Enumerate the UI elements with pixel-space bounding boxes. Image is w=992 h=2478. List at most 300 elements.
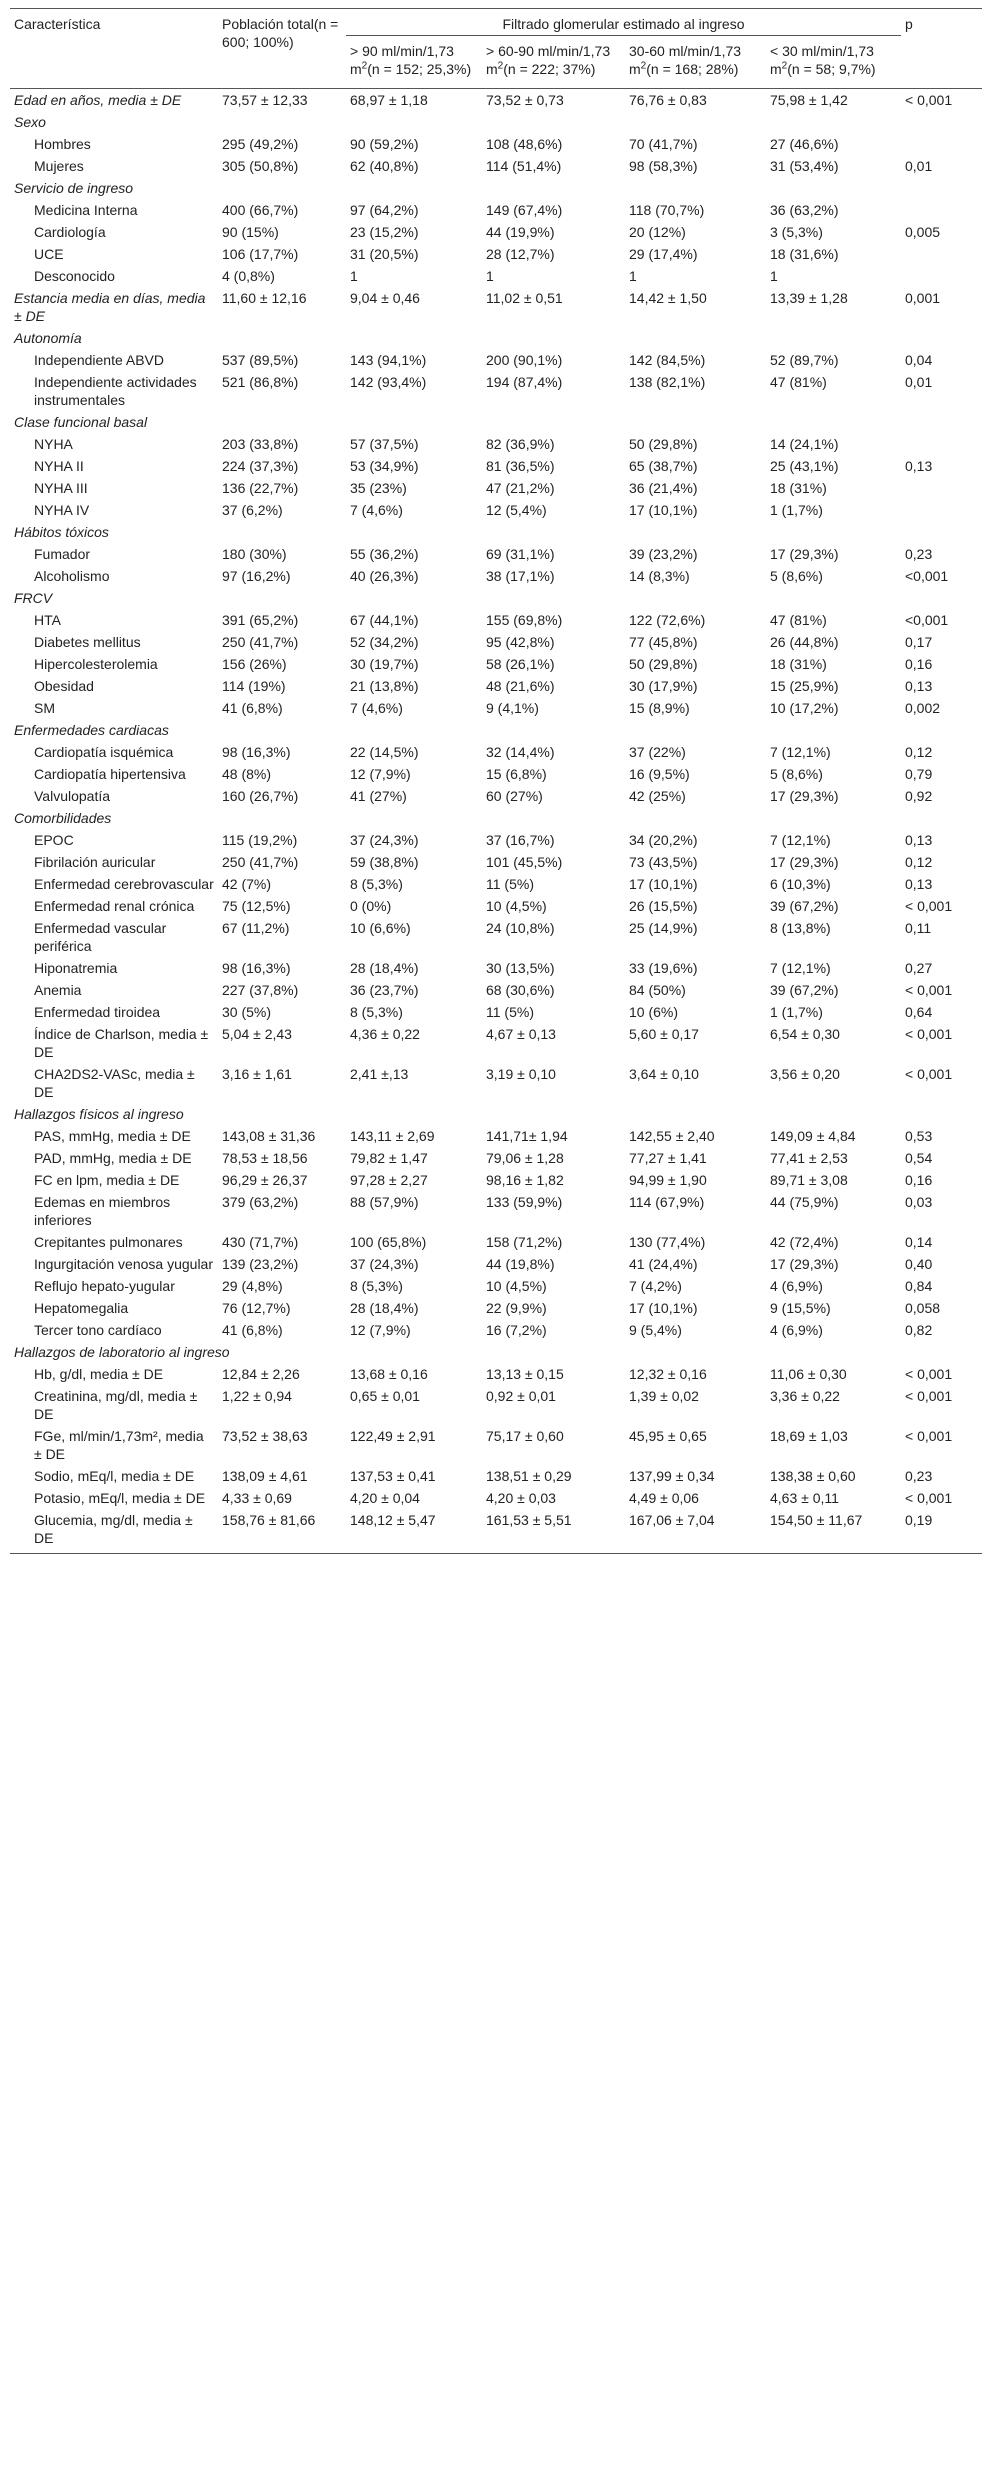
group2-cell: 141,71± 1,94 — [486, 1128, 568, 1144]
group2-cell: 44 (19,8%) — [486, 1256, 555, 1272]
population-cell: 96,29 ± 26,37 — [222, 1172, 308, 1188]
row-label: CHA2DS2-VASc, media ± DE — [34, 1066, 195, 1100]
group1-cell: 59 (38,8%) — [350, 854, 419, 870]
group1-cell: 53 (34,9%) — [350, 458, 419, 474]
group2-cell: 200 (90,1%) — [486, 352, 563, 368]
table-row — [10, 133, 982, 155]
p-value-cell: 0,16 — [905, 1172, 933, 1188]
p-value-cell: 0,40 — [905, 1256, 933, 1272]
group2-cell: 79,06 ± 1,28 — [486, 1150, 564, 1166]
group2-cell: 30 (13,5%) — [486, 960, 555, 976]
p-value-cell: < 0,001 — [905, 1066, 953, 1082]
group1-cell: 2,41 ±,13 — [350, 1066, 409, 1082]
p-value-cell: 0,79 — [905, 766, 933, 782]
group2-cell: 37 (16,7%) — [486, 832, 555, 848]
population-cell: 138,09 ± 4,61 — [222, 1468, 308, 1484]
section-label: FRCV — [14, 590, 53, 606]
population-cell: 391 (65,2%) — [222, 612, 299, 628]
p-value-cell: < 0,001 — [905, 1026, 953, 1042]
p-value-cell: < 0,001 — [905, 898, 953, 914]
group4-cell: 89,71 ± 3,08 — [770, 1172, 848, 1188]
row-label: Edad en años, media ± DE — [14, 92, 182, 108]
row-label: Mujeres — [34, 158, 84, 174]
row-label: NYHA IV — [34, 502, 90, 518]
population-cell: 42 (7%) — [222, 876, 272, 892]
p-value-cell — [901, 477, 982, 499]
group2-cell: 155 (69,8%) — [486, 612, 563, 628]
row-label: Medicina Interna — [34, 202, 138, 218]
table-row — [10, 741, 982, 763]
group3-cell: 122 (72,6%) — [629, 612, 706, 628]
group3-cell: 16 (9,5%) — [629, 766, 690, 782]
group2-cell: 158 (71,2%) — [486, 1234, 563, 1250]
row-label: Hb, g/dl, media ± DE — [34, 1366, 164, 1382]
group2-cell: 82 (36,9%) — [486, 436, 555, 452]
p-value-cell — [901, 199, 982, 221]
section-label: Hábitos tóxicos — [14, 524, 109, 540]
group1-cell: 23 (15,2%) — [350, 224, 419, 240]
population-cell: 4 (0,8%) — [222, 268, 275, 284]
group3-cell: 14 (8,3%) — [629, 568, 690, 584]
header-group-2-n: (n = 222; 37%) — [503, 61, 596, 77]
group1-cell: 100 (65,8%) — [350, 1234, 427, 1250]
population-cell: 430 (71,7%) — [222, 1234, 299, 1250]
group1-cell: 62 (40,8%) — [350, 158, 419, 174]
group1-cell: 28 (18,4%) — [350, 960, 419, 976]
p-value-cell — [901, 499, 982, 521]
group2-cell: 194 (87,4%) — [486, 374, 563, 390]
group2-cell: 4,67 ± 0,13 — [486, 1026, 556, 1042]
group3-cell: 77,27 ± 1,41 — [629, 1150, 707, 1166]
row-label: PAD, mmHg, media ± DE — [34, 1150, 192, 1166]
group1-cell: 4,36 ± 0,22 — [350, 1026, 420, 1042]
header-group-4 — [766, 36, 901, 89]
p-value-cell: 0,17 — [905, 634, 933, 650]
group4-cell: 5 (8,6%) — [770, 766, 823, 782]
p-value-cell: < 0,001 — [905, 1490, 953, 1506]
group3-cell: 36 (21,4%) — [629, 480, 698, 496]
table-row — [10, 199, 982, 221]
group1-cell: 21 (13,8%) — [350, 678, 419, 694]
population-cell: 136 (22,7%) — [222, 480, 299, 496]
group1-cell: 97,28 ± 2,27 — [350, 1172, 428, 1188]
group3-cell: 73 (43,5%) — [629, 854, 698, 870]
section-row — [10, 177, 982, 199]
p-value-cell: 0,12 — [905, 744, 933, 760]
table-row — [10, 957, 982, 979]
p-value-cell: 0,23 — [905, 546, 933, 562]
group4-cell: 7 (12,1%) — [770, 960, 831, 976]
population-cell: 90 (15%) — [222, 224, 279, 240]
p-value-cell — [901, 433, 982, 455]
group4-cell: 18 (31,6%) — [770, 246, 839, 262]
p-value-cell: < 0,001 — [905, 1428, 953, 1444]
group1-cell: 13,68 ± 0,16 — [350, 1366, 428, 1382]
p-value-cell — [901, 133, 982, 155]
table-row — [10, 565, 982, 587]
group2-cell: 75,17 ± 0,60 — [486, 1428, 564, 1444]
group3-cell: 12,32 ± 0,16 — [629, 1366, 707, 1382]
group1-cell: 88 (57,9%) — [350, 1194, 419, 1210]
group3-cell: 137,99 ± 0,34 — [629, 1468, 715, 1484]
group2-cell: 11 (5%) — [486, 1004, 534, 1020]
group4-cell: 18,69 ± 1,03 — [770, 1428, 848, 1444]
table-header — [10, 9, 982, 89]
population-cell: 106 (17,7%) — [222, 246, 299, 262]
table-row — [10, 895, 982, 917]
group1-cell: 137,53 ± 0,41 — [350, 1468, 436, 1484]
group3-cell: 37 (22%) — [629, 744, 686, 760]
group4-cell: 31 (53,4%) — [770, 158, 839, 174]
group2-cell: 44 (19,9%) — [486, 224, 555, 240]
group4-cell: 26 (44,8%) — [770, 634, 839, 650]
group2-cell: 38 (17,1%) — [486, 568, 555, 584]
row-label: SM — [34, 700, 55, 716]
p-value-cell: 0,23 — [905, 1468, 933, 1484]
group1-cell: 41 (27%) — [350, 788, 407, 804]
section-row — [10, 587, 982, 609]
p-value-cell: 0,13 — [905, 678, 933, 694]
group4-cell: 1 (1,7%) — [770, 1004, 823, 1020]
group3-cell: 142 (84,5%) — [629, 352, 706, 368]
section-label: Enfermedades cardiacas — [14, 722, 169, 738]
group1-cell: 40 (26,3%) — [350, 568, 419, 584]
group4-cell: 11,06 ± 0,30 — [770, 1366, 847, 1382]
group1-cell: 8 (5,3%) — [350, 1278, 403, 1294]
group3-cell: 17 (10,1%) — [629, 876, 698, 892]
group1-cell: 148,12 ± 5,47 — [346, 1509, 482, 1554]
group4-cell: 7 (12,1%) — [770, 832, 831, 848]
group1-cell: 12 (7,9%) — [350, 1322, 411, 1338]
p-value-cell: 0,64 — [905, 1004, 933, 1020]
group2-cell: 28 (12,7%) — [486, 246, 555, 262]
table-row — [10, 1275, 982, 1297]
group3-cell: 33 (19,6%) — [629, 960, 698, 976]
group3-cell: 17 (10,1%) — [629, 1300, 698, 1316]
group3-cell: 9 (5,4%) — [629, 1322, 682, 1338]
section-row — [10, 807, 982, 829]
group4-cell: 6,54 ± 0,30 — [770, 1026, 840, 1042]
group3-cell: 1,39 ± 0,02 — [629, 1388, 699, 1404]
group3-cell: 84 (50%) — [629, 982, 686, 998]
population-cell: 98 (16,3%) — [222, 744, 291, 760]
table-row — [10, 763, 982, 785]
section-row — [10, 521, 982, 543]
population-cell: 76 (12,7%) — [222, 1300, 291, 1316]
group1-cell: 1 — [350, 268, 358, 284]
population-cell: 139 (23,2%) — [222, 1256, 299, 1272]
population-cell: 114 (19%) — [222, 678, 286, 694]
header-group-1-sup: 2 — [361, 60, 368, 72]
group2-cell: 11,02 ± 0,51 — [486, 290, 563, 306]
p-value-cell: 0,14 — [905, 1234, 933, 1250]
group2-cell: 60 (27%) — [486, 788, 543, 804]
group4-cell: 39 (67,2%) — [770, 982, 839, 998]
group2-cell: 95 (42,8%) — [486, 634, 555, 650]
table-row — [10, 653, 982, 675]
group3-cell: 10 (6%) — [629, 1004, 679, 1020]
table-row — [10, 917, 982, 957]
group4-cell: 39 (67,2%) — [770, 898, 839, 914]
group2-cell: 24 (10,8%) — [486, 920, 555, 936]
row-label: Hepatomegalia — [34, 1300, 129, 1316]
table-row — [10, 265, 982, 287]
group4-cell: 7 (12,1%) — [770, 744, 831, 760]
table-row — [10, 1023, 982, 1063]
group1-cell: 36 (23,7%) — [350, 982, 419, 998]
header-group-2-range: > 60-90 ml/min/1,73 m — [486, 43, 611, 77]
row-label: NYHA III — [34, 480, 88, 496]
row-label: Fibrilación auricular — [34, 854, 156, 870]
group1-cell: 67 (44,1%) — [350, 612, 419, 628]
group4-cell: 17 (29,3%) — [770, 546, 839, 562]
group1-cell: 142 (93,4%) — [350, 374, 427, 390]
row-label: Índice de Charlson, media ± DE — [34, 1026, 209, 1060]
population-cell: 37 (6,2%) — [222, 502, 283, 518]
group4-cell: 3 (5,3%) — [770, 224, 823, 240]
table-row — [10, 1125, 982, 1147]
group4-cell: 6 (10,3%) — [770, 876, 831, 892]
population-cell: 30 (5%) — [222, 1004, 272, 1020]
population-cell: 41 (6,8%) — [222, 1322, 283, 1338]
p-value-cell: 0,11 — [905, 920, 932, 936]
population-cell: 12,84 ± 2,26 — [222, 1366, 300, 1382]
group3-cell: 42 (25%) — [629, 788, 686, 804]
group2-cell: 58 (26,1%) — [486, 656, 555, 672]
header-group-4-sup: 2 — [781, 60, 788, 72]
group3-cell: 4,49 ± 0,06 — [629, 1490, 699, 1506]
group4-cell: 10 (17,2%) — [770, 700, 839, 716]
group4-cell: 154,50 ± 11,67 — [766, 1509, 901, 1554]
row-label: Desconocido — [34, 268, 115, 284]
row-label: Independiente ABVD — [34, 352, 164, 368]
p-value-cell: < 0,001 — [905, 982, 953, 998]
population-cell: 98 (16,3%) — [222, 960, 291, 976]
header-group-1-n: (n = 152; 25,3%) — [367, 61, 472, 77]
group1-cell: 0,65 ± 0,01 — [350, 1388, 420, 1404]
row-label: Estancia media en días, media ± DE — [14, 290, 206, 324]
header-group-2-sup: 2 — [497, 60, 504, 72]
header-group-1-range: > 90 ml/min/1,73 m — [350, 43, 454, 77]
group3-cell: 130 (77,4%) — [629, 1234, 706, 1250]
row-label: HTA — [34, 612, 61, 628]
group2-cell: 138,51 ± 0,29 — [486, 1468, 572, 1484]
population-cell: 67 (11,2%) — [222, 920, 290, 936]
table-row — [10, 631, 982, 653]
group3-cell: 50 (29,8%) — [629, 656, 698, 672]
population-cell: 203 (33,8%) — [222, 436, 299, 452]
header-characteristic: Característica — [10, 9, 218, 89]
group3-cell: 1 — [629, 268, 637, 284]
row-label: Cardiología — [34, 224, 106, 240]
table-row — [10, 243, 982, 265]
population-cell: 537 (89,5%) — [222, 352, 299, 368]
group3-cell: 17 (10,1%) — [629, 502, 698, 518]
group4-cell: 149,09 ± 4,84 — [770, 1128, 856, 1144]
p-value-cell: 0,03 — [905, 1194, 933, 1210]
group3-cell: 142,55 ± 2,40 — [629, 1128, 715, 1144]
p-value-cell: 0,84 — [905, 1278, 933, 1294]
group1-cell: 122,49 ± 2,91 — [350, 1428, 436, 1444]
group2-cell: 69 (31,1%) — [486, 546, 555, 562]
group1-cell: 68,97 ± 1,18 — [350, 92, 428, 108]
group2-cell: 108 (48,6%) — [486, 136, 563, 152]
row-label: Anemia — [34, 982, 82, 998]
header-group-3-range: 30-60 ml/min/1,73 m — [629, 43, 742, 77]
group3-cell: 30 (17,9%) — [629, 678, 698, 694]
group1-cell: 31 (20,5%) — [350, 246, 419, 262]
group4-cell: 4,63 ± 0,11 — [770, 1490, 839, 1506]
population-cell: 143,08 ± 31,36 — [222, 1128, 316, 1144]
population-cell: 156 (26%) — [222, 656, 287, 672]
group4-cell: 3,36 ± 0,22 — [770, 1388, 840, 1404]
p-value-cell: 0,005 — [905, 224, 941, 240]
group2-cell: 12 (5,4%) — [486, 502, 547, 518]
p-value-cell: 0,19 — [901, 1509, 982, 1554]
population-cell: 73,57 ± 12,33 — [222, 92, 308, 108]
section-label: Autonomía — [14, 330, 82, 346]
group1-cell: 30 (19,7%) — [350, 656, 419, 672]
population-cell: 78,53 ± 18,56 — [222, 1150, 308, 1166]
group2-cell: 10 (4,5%) — [486, 1278, 547, 1294]
header-group-2 — [482, 36, 625, 89]
data-table — [10, 8, 982, 1554]
table-row — [10, 371, 982, 411]
p-value-cell: 0,001 — [905, 290, 941, 306]
group3-cell: 167,06 ± 7,04 — [625, 1509, 766, 1554]
table-row — [10, 1385, 982, 1425]
group1-cell: 79,82 ± 1,47 — [350, 1150, 428, 1166]
group2-cell: 4,20 ± 0,03 — [486, 1490, 556, 1506]
group2-cell: 16 (7,2%) — [486, 1322, 547, 1338]
group3-cell: 76,76 ± 0,83 — [629, 92, 707, 108]
population-cell: 379 (63,2%) — [222, 1194, 299, 1210]
p-value-cell: 0,058 — [905, 1300, 941, 1316]
group1-cell: 28 (18,4%) — [350, 1300, 419, 1316]
population-cell: 4,33 ± 0,69 — [222, 1490, 292, 1506]
row-label: Alcoholismo — [34, 568, 110, 584]
group3-cell: 70 (41,7%) — [629, 136, 698, 152]
header-population: Población total(n = 600; 100%) — [218, 9, 346, 89]
section-label: Clase funcional basal — [14, 414, 148, 430]
row-label: Enfermedad tiroidea — [34, 1004, 161, 1020]
group3-cell: 50 (29,8%) — [629, 436, 698, 452]
row-label: Fumador — [34, 546, 91, 562]
header-group-1 — [346, 36, 482, 89]
group2-cell: 98,16 ± 1,82 — [486, 1172, 564, 1188]
table-row — [10, 1509, 982, 1554]
group1-cell: 90 (59,2%) — [350, 136, 419, 152]
group2-cell: 0,92 ± 0,01 — [486, 1388, 556, 1404]
population-cell: 521 (86,8%) — [222, 374, 299, 390]
row-label: NYHA — [34, 436, 73, 452]
group4-cell: 1 (1,7%) — [770, 502, 823, 518]
p-value-cell: 0,13 — [905, 458, 933, 474]
header-group-3-n: (n = 168; 28%) — [646, 61, 739, 77]
row-label: Glucemia, mg/dl, media ± DE — [10, 1509, 218, 1554]
population-cell: 400 (66,7%) — [222, 202, 299, 218]
table-row — [10, 873, 982, 895]
row-label: Hombres — [34, 136, 91, 152]
p-value-cell: 0,01 — [905, 374, 933, 390]
group1-cell: 35 (23%) — [350, 480, 407, 496]
row-label: Diabetes mellitus — [34, 634, 141, 650]
group3-cell: 20 (12%) — [629, 224, 686, 240]
group1-cell: 143 (94,1%) — [350, 352, 427, 368]
population-cell: 250 (41,7%) — [222, 634, 299, 650]
p-value-cell: 0,53 — [905, 1128, 933, 1144]
group4-cell: 25 (43,1%) — [770, 458, 839, 474]
group4-cell: 4 (6,9%) — [770, 1322, 823, 1338]
row-label: Hipercolesterolemia — [34, 656, 158, 672]
group4-cell: 27 (46,6%) — [770, 136, 839, 152]
section-row — [10, 719, 982, 741]
group4-cell: 18 (31%) — [770, 480, 827, 496]
population-cell: 295 (49,2%) — [222, 136, 299, 152]
row-label: FGe, ml/min/1,73m², media ± DE — [34, 1428, 204, 1462]
group1-cell: 55 (36,2%) — [350, 546, 419, 562]
table-row — [10, 1063, 982, 1103]
header-p: p — [901, 9, 982, 89]
p-value-cell: < 0,001 — [905, 1388, 953, 1404]
group1-cell: 8 (5,3%) — [350, 876, 403, 892]
p-value-cell: <0,001 — [905, 568, 949, 584]
group4-cell: 17 (29,3%) — [770, 1256, 839, 1272]
header-group-4-range: < 30 ml/min/1,73 m — [770, 43, 874, 77]
group2-cell: 32 (14,4%) — [486, 744, 555, 760]
table-row — [10, 433, 982, 455]
row-label: Sodio, mEq/l, media ± DE — [34, 1468, 195, 1484]
group3-cell: 65 (38,7%) — [629, 458, 698, 474]
group4-cell: 4 (6,9%) — [770, 1278, 823, 1294]
group2-cell: 161,53 ± 5,51 — [482, 1509, 625, 1554]
table-row — [10, 675, 982, 697]
p-value-cell: 0,27 — [905, 960, 933, 976]
population-cell: 97 (16,2%) — [222, 568, 291, 584]
group3-cell: 25 (14,9%) — [629, 920, 698, 936]
population-cell: 305 (50,8%) — [222, 158, 299, 174]
p-value-cell: 0,12 — [905, 854, 933, 870]
p-value-cell: 0,01 — [905, 158, 933, 174]
row-label: FC en lpm, media ± DE — [34, 1172, 180, 1188]
row-label: Reflujo hepato-yugular — [34, 1278, 175, 1294]
table-row — [10, 477, 982, 499]
group4-cell: 5 (8,6%) — [770, 568, 823, 584]
population-cell: 41 (6,8%) — [222, 700, 283, 716]
group3-cell: 26 (15,5%) — [629, 898, 698, 914]
population-cell: 250 (41,7%) — [222, 854, 299, 870]
group1-cell: 12 (7,9%) — [350, 766, 411, 782]
group4-cell: 8 (13,8%) — [770, 920, 831, 936]
table-row — [10, 1253, 982, 1275]
table-row — [10, 543, 982, 565]
table-row — [10, 499, 982, 521]
group4-cell: 44 (75,9%) — [770, 1194, 839, 1210]
p-value-cell: 0,13 — [905, 832, 933, 848]
population-cell: 75 (12,5%) — [222, 898, 291, 914]
group3-cell: 15 (8,9%) — [629, 700, 690, 716]
section-row — [10, 327, 982, 349]
section-label: Sexo — [14, 114, 46, 130]
group3-cell: 45,95 ± 0,65 — [629, 1428, 707, 1444]
table-row — [10, 89, 982, 112]
row-label: Enfermedad renal crónica — [34, 898, 195, 914]
section-row — [10, 1341, 982, 1363]
group3-cell: 39 (23,2%) — [629, 546, 698, 562]
group1-cell: 4,20 ± 0,04 — [350, 1490, 420, 1506]
p-value-cell: 0,16 — [905, 656, 933, 672]
group2-cell: 68 (30,6%) — [486, 982, 555, 998]
